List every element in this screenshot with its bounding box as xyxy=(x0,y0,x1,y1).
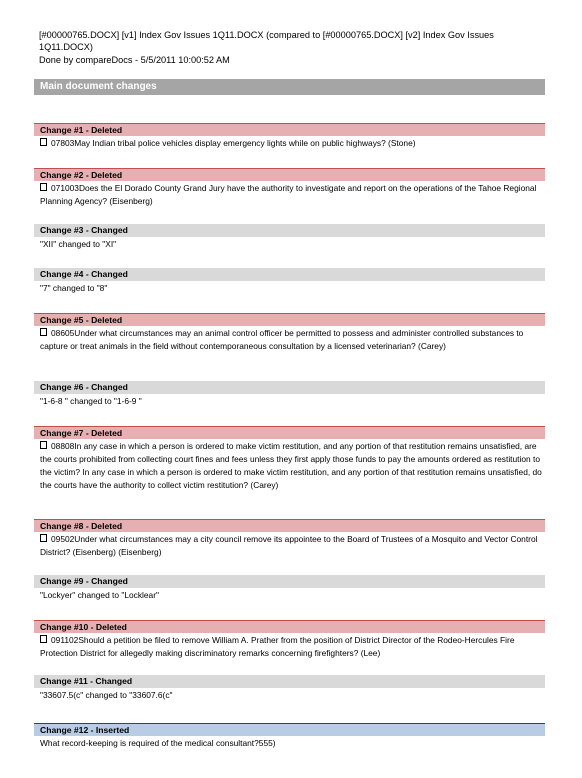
change-block xyxy=(34,381,545,408)
change-text: What record-keeping is required of the medical consultant?555) xyxy=(40,738,276,748)
change-block xyxy=(34,519,545,559)
change-label: Change #10 - Deleted xyxy=(34,620,545,633)
change-label: Change #11 - Changed xyxy=(34,675,545,688)
change-text: 09502Under what circumstances may a city council remove its appointee to the Board of Trustees of a Mosquito and Vector Control District? (Eisenberg) (Eisenberg) xyxy=(40,534,538,557)
deleted-marker-icon xyxy=(40,183,47,191)
change-block xyxy=(34,313,545,353)
change-text-block xyxy=(34,633,542,660)
change-block xyxy=(34,675,545,702)
change-text: 08808In any case in which a person is ordered to make victim restitution, and any portion of that restitution remains unsatisfied, are the courts prohibited from collecting court fines and fees unless they first apply those funds to pay the amounts ordered as restitution to the victim? In any case in which a person is ordered to make victim restitution, and any portion of that restitution remains unsatisfied, do the courts have the authority to collect victim restitution? (Carey) xyxy=(40,441,542,490)
change-text: "XII" changed to "XI" xyxy=(40,239,117,249)
change-text: 071003Does the El Dorado County Grand Jury have the authority to investigate and report on the operations of the Tahoe Regional Planning Agency? (Eisenberg) xyxy=(40,183,537,206)
change-text-block xyxy=(34,439,542,492)
change-block xyxy=(34,168,545,208)
change-text-block xyxy=(34,532,542,559)
change-text: "1-6-8 " changed to "1-6-9 " xyxy=(40,396,142,406)
change-label: Change #8 - Deleted xyxy=(34,519,545,532)
change-block xyxy=(34,723,545,750)
change-block xyxy=(34,426,545,492)
change-label: Change #1 - Deleted xyxy=(34,123,545,136)
change-text: 08605Under what circumstances may an animal control officer be permitted to possess and administer controlled substances to capture or treat animals in the field without contemporaneous consultation by a licensed veterinarian? (Carey) xyxy=(40,328,524,351)
change-label: Change #6 - Changed xyxy=(34,381,545,394)
change-label: Change #9 - Changed xyxy=(34,575,545,588)
document-subtitle: Done by compareDocs - 5/5/2011 10:00:52 AM xyxy=(39,55,230,65)
change-block xyxy=(34,123,545,150)
deleted-marker-icon xyxy=(40,534,47,542)
change-label: Change #5 - Deleted xyxy=(34,313,545,326)
deleted-marker-icon xyxy=(40,138,47,146)
change-text-block xyxy=(34,326,542,353)
change-label: Change #3 - Changed xyxy=(34,224,545,237)
change-block xyxy=(34,224,545,251)
change-text: 091102Should a petition be filed to remove William A. Prather from the position of District Director of the Rodeo-Hercules Fire Protection District for allegedly making discriminatory remarks concerning firefighters? (Lee) xyxy=(40,635,515,658)
deleted-marker-icon xyxy=(40,328,47,336)
change-text: "7" changed to "8" xyxy=(40,283,108,293)
change-block xyxy=(34,575,545,602)
change-block xyxy=(34,268,545,295)
change-text: "Lockyer" changed to "Locklear" xyxy=(40,590,159,600)
change-text-block xyxy=(34,181,542,208)
deleted-marker-icon xyxy=(40,441,47,449)
change-text: "33607.5(c" changed to "33607.6(c" xyxy=(40,690,173,700)
change-label: Change #4 - Changed xyxy=(34,268,545,281)
change-text: 07803May Indian tribal police vehicles display emergency lights while on public highways? (Stone) xyxy=(51,138,416,148)
change-block xyxy=(34,620,545,660)
change-label: Change #12 - Inserted xyxy=(34,723,545,736)
document-header xyxy=(39,29,539,66)
section-heading: Main document changes xyxy=(34,79,545,95)
change-label: Change #7 - Deleted xyxy=(34,426,545,439)
deleted-marker-icon xyxy=(40,635,47,643)
change-text-block xyxy=(34,136,542,150)
change-label: Change #2 - Deleted xyxy=(34,168,545,181)
document-title: [#00000765.DOCX] [v1] Index Gov Issues 1Q11.DOCX (compared to [#00000765.DOCX] [v2] Index Gov Issues 1Q11.DOCX) xyxy=(39,30,494,52)
